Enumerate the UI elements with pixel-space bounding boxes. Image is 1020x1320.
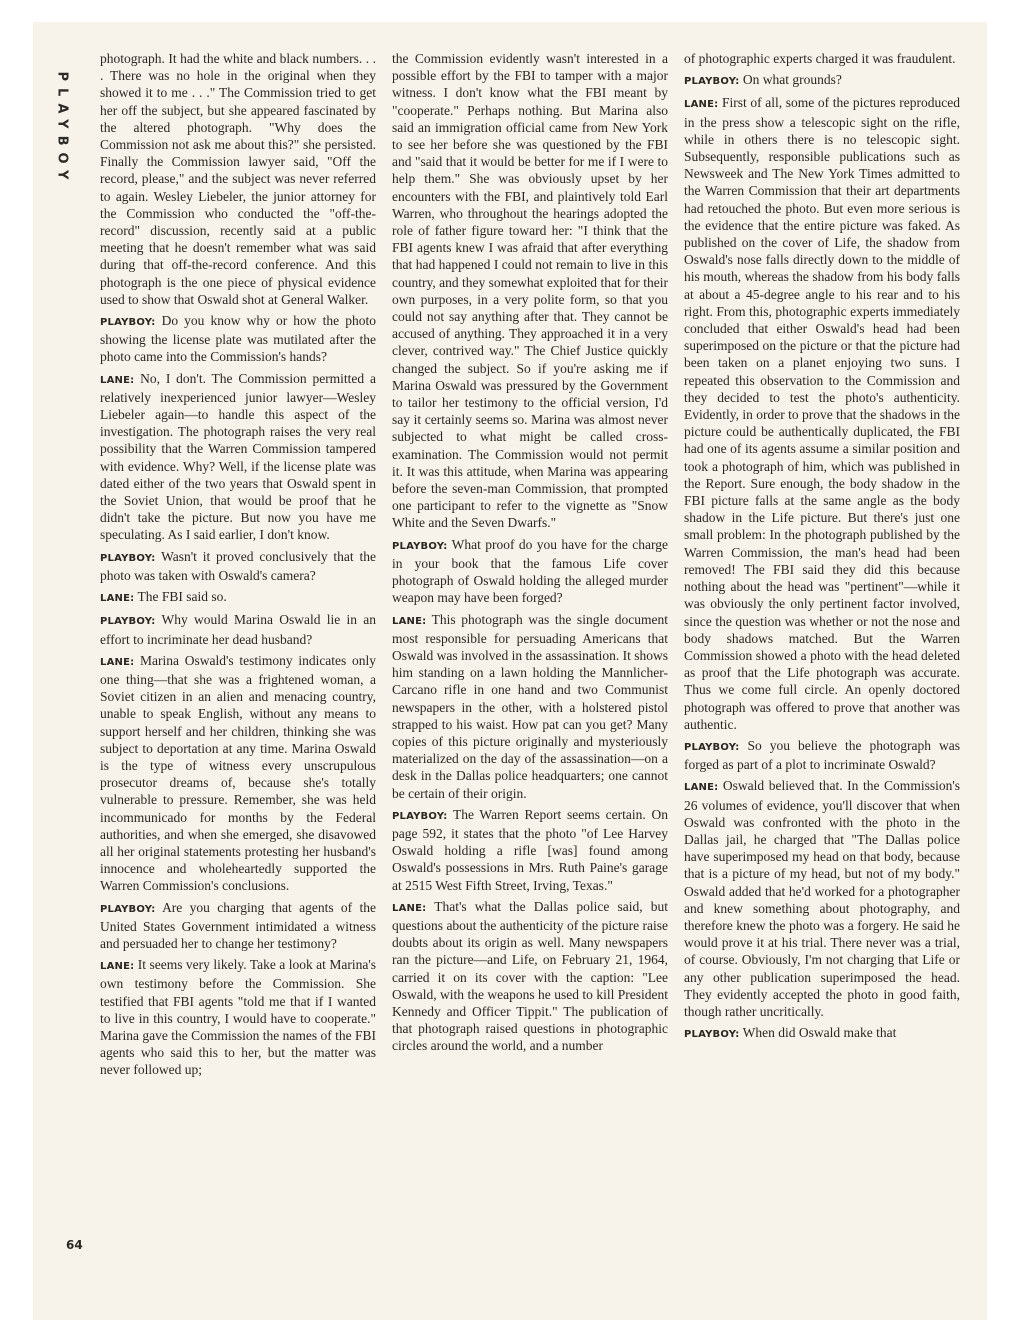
paragraph-text: The Warren Report seems certain. On page 592, it states that the photo "of Lee Harvey Oswald holding a rifle [was] found among Oswald's possessions in Mrs. Ruth Paine's garage at 2515 West Fifth Street, Irving, Texas." [392, 806, 668, 893]
paragraph-text: Are you charging that agents of the United States Government intimidated a witness and persuaded her to change her testimony? [100, 899, 376, 951]
text-column-3 [684, 50, 960, 1043]
paragraph-text: When did Oswald make that [742, 1025, 897, 1041]
interview-paragraph [392, 806, 668, 894]
running-header [50, 44, 74, 214]
interview-paragraph [392, 898, 668, 1055]
interview-paragraph [100, 956, 376, 1078]
interview-paragraph [100, 611, 376, 647]
interview-paragraph [100, 588, 376, 607]
speaker-label: LANE: [100, 656, 135, 668]
speaker-label: LANE: [392, 902, 427, 914]
interview-paragraph [100, 652, 376, 895]
speaker-label: LANE: [392, 615, 427, 627]
interview-paragraph [100, 899, 376, 953]
paragraph-text: Why would Marina Oswald lie in an effort to incriminate her dead husband? [100, 612, 376, 647]
paragraph-text: What proof do you have for the charge in your book that the famous Life cover photograph of Oswald holding the alleged murder weapon may have been forged? [392, 536, 669, 606]
paragraph-text: It seems very likely. Take a look at Marina's own testimony before the Commission. She testified that FBI agents "told me that if I wanted to live in this country, I would have to cooperate." Marina gave the Commission the names of the FBI agents who said this to her, but the matter was never followed up; [100, 957, 377, 1078]
paragraph-text: of photographic experts charged it was fraudulent. [684, 51, 956, 66]
interview-paragraph [684, 50, 960, 67]
interview-paragraph [684, 1024, 960, 1043]
paragraph-text: That's what the Dallas police said, but questions about the authenticity of the picture raise doubts about its origin as well. Many newspapers ran the picture—and Life, on February 21, 1964, carried it on its cover with the caption: "Lee Oswald, with the weapons he used to kill President Kennedy and Officer Tippit." The publication of that photograph raised questions in photographic circles around the world, and a number [392, 898, 668, 1054]
speaker-label: LANE: [100, 593, 135, 605]
interview-paragraph [392, 536, 668, 607]
paragraph-text: This photograph was the single document most responsible for persuading Americans that Oswald was involved in the assassination. It shows him standing on a lawn holding the Mannlicher-Carcano rifle in one hand and two Communist newspapers in the other, with a holstered pistol strapped to his waist. How pat can you get? Many copies of this picture originally and mysteriously materialized on the day of the assassination—on a desk in the Dallas police headquarters; one cannot be certain of their origin. [392, 611, 668, 801]
speaker-label: PLAYBOY: [392, 540, 448, 552]
paragraph-text: So you believe the photograph was forged as part of a plot to incriminate Oswald? [684, 737, 960, 773]
interview-paragraph [100, 312, 376, 366]
page-number: 64 [66, 1238, 83, 1252]
speaker-label: PLAYBOY: [100, 616, 156, 628]
paragraph-text: On what grounds? [742, 72, 842, 88]
paragraph-text: the Commission evidently wasn't interested in a possible effort by the FBI to tamper with a major witness. I don't know what the FBI meant by "cooperate." Perhaps nothing. But Marina also said an immigration official came from New York to see her before she was questioned by the FBI and "said that it would be better for me if I were to help them." She was obviously upset by her encounters with the FBI, and plaintively told Earl Warren, who throughout the hearings adopted the role of father figure toward her: "I think that the FBI agents knew I was afraid that after everything that had happened I could not remain to live in this country, and they somewhat exploited that for their own purposes, in a very polite form, so that you could not say anything after that. They cannot be accused of anything. They approached it in a very clever, contrived way." The Chief Justice quickly changed the subject. So if you're asking me if Marina Oswald was pressured by the Government to tailor her testimony to the official version, I'd say it certainly seems so. Marina was almost never subjected to what might be called cross-examination. The Commission would not permit it. It was this attitude, when Marina was appearing before the seven-man Commission, that prompted one participant to refer to the vignette as "Snow White and the Seven Dwarfs." [392, 51, 668, 531]
text-column-2 [392, 50, 668, 1055]
interview-paragraph [392, 611, 668, 802]
speaker-label: PLAYBOY: [100, 317, 156, 329]
speaker-label: PLAYBOY: [392, 810, 448, 822]
speaker-label: PLAYBOY: [100, 903, 156, 915]
interview-paragraph [392, 50, 668, 532]
speaker-label: LANE: [100, 374, 135, 386]
speaker-label: PLAYBOY: [684, 1029, 740, 1041]
text-column-1 [100, 50, 376, 1079]
speaker-label: PLAYBOY: [100, 552, 156, 564]
interview-paragraph [100, 370, 376, 544]
speaker-label: PLAYBOY: [684, 741, 740, 753]
interview-paragraph [100, 548, 376, 584]
interview-paragraph [100, 50, 376, 308]
paragraph-text: Do you know why or how the photo showing the license plate was mutilated after the photo came into the Commission's hands? [100, 313, 376, 365]
interview-paragraph [684, 737, 960, 773]
interview-paragraph [684, 71, 960, 90]
interview-paragraph [684, 94, 960, 733]
paragraph-text: Wasn't it proved conclusively that the photo was taken with Oswald's camera? [100, 548, 376, 583]
magazine-title: PLAYBOY [54, 71, 70, 187]
paragraph-text: First of all, some of the pictures reproduced in the press show a telescopic sight on the rifle, while in others there is no telescopic sight. Subsequently, responsible publications such as Newsweek and The New York Times admitted to the Warren Commission that their art departments had retouched the photo. But even more serious is the evidence that the entire picture was faked. As published on the cover of Life, the shadow from Oswald's nose falls directly down to the middle of his mouth, whereas the shadow from his body falls at about a 45-degree angle to his rear and to his right. From this, photographic experts immediately concluded that either Oswald's head had been superimposed on the picture or that the picture had been taken on a planet enjoying two suns. I repeated this observation to the Commission and they decided to test the photo's authenticity. Evidently, in order to prove that the shadows in the picture could be authentically duplicated, the FBI had one of its agents assume a similar position and took a photograph of him, which was published in the Report. Sure enough, the body shadow in the FBI picture falls at the same angle as the body shadow in the Life picture. But there's just one small problem: In the photograph published by the Warren Commission, the man's head had been removed! The FBI said they did this because nothing about the head was "pertinent"—while it was obviously the only pertinent factor involved, since the question was whether or not the nose and body shadows matched. But the Warren Commission showed a photo with the head deleted as proof that the Life photograph was accurate. Thus we come full circle. An openly doctored photograph was offered to prove that another was authentic. [684, 95, 960, 732]
paragraph-text: No, I don't. The Commission permitted a relatively inexperienced junior lawyer—Wesley Liebeler again—to handle this aspect of the investigation. The photograph raises the very real possibility that the Warren Commission tampered with evidence. Why? Well, if the license plate was dated either of the two years that Oswald spent in the Soviet Union, that would be proof that he didn't take the picture. But now you have me speculating. As I said earlier, I don't know. [100, 370, 376, 543]
speaker-label: LANE: [684, 99, 719, 111]
speaker-label: PLAYBOY: [684, 76, 740, 88]
paragraph-text: Oswald believed that. In the Commission's 26 volumes of evidence, you'll discover that when Oswald was confronted with the photo in the Dallas jail, he charged that "The Dallas police have superimposed my head on that body, because that is a picture of my head, but not of my body." Oswald added that he'd worked for a photographer and knew something about photography, and therefore knew the photo was a forgery. He said he would prove it at his trial. There never was a trial, of course. Obviously, I'm not charging that Life or any other publication superimposed the head. They evidently accepted the photo in good faith, though rather uncritically. [684, 778, 961, 1019]
paragraph-text: Marina Oswald's testimony indicates only one thing—that she was a frightened woman, a Soviet citizen in an alien and menacing country, unable to speak English, without any means to support herself and her children, thinking she was subject to deportation at any time. Marina Oswald is the type of witness every unscrupulous prosecutor dreams of, because she's totally vulnerable to pressure. Remember, she was held incommunicado for months by the Federal authorities, and when she emerged, she disavowed all her original statements protesting her husband's innocence and wholeheartedly supported the Warren Commission's conclusions. [100, 652, 377, 894]
interview-paragraph [684, 777, 960, 1020]
paragraph-text: The FBI said so. [137, 589, 227, 605]
speaker-label: LANE: [684, 782, 719, 794]
paragraph-text: photograph. It had the white and black numbers. . . . There was no hole in the original when they showed it to me . . ." The Commission tried to get her off the subject, but she appeared fascinated by the altered photograph. "Why does the Commission not ask me about this?" she persisted. Finally the Commission lawyer said, "Off the record, please," and the subject was never referred to again. Wesley Liebeler, the junior attorney for the Commission who conducted the "off-the-record" discussion, recently said at a public meeting that he doesn't remember what was said during that off-the-record conference. And this photograph is the one piece of physical evidence used to show that Oswald shot at General Walker. [100, 51, 376, 307]
speaker-label: LANE: [100, 961, 135, 973]
